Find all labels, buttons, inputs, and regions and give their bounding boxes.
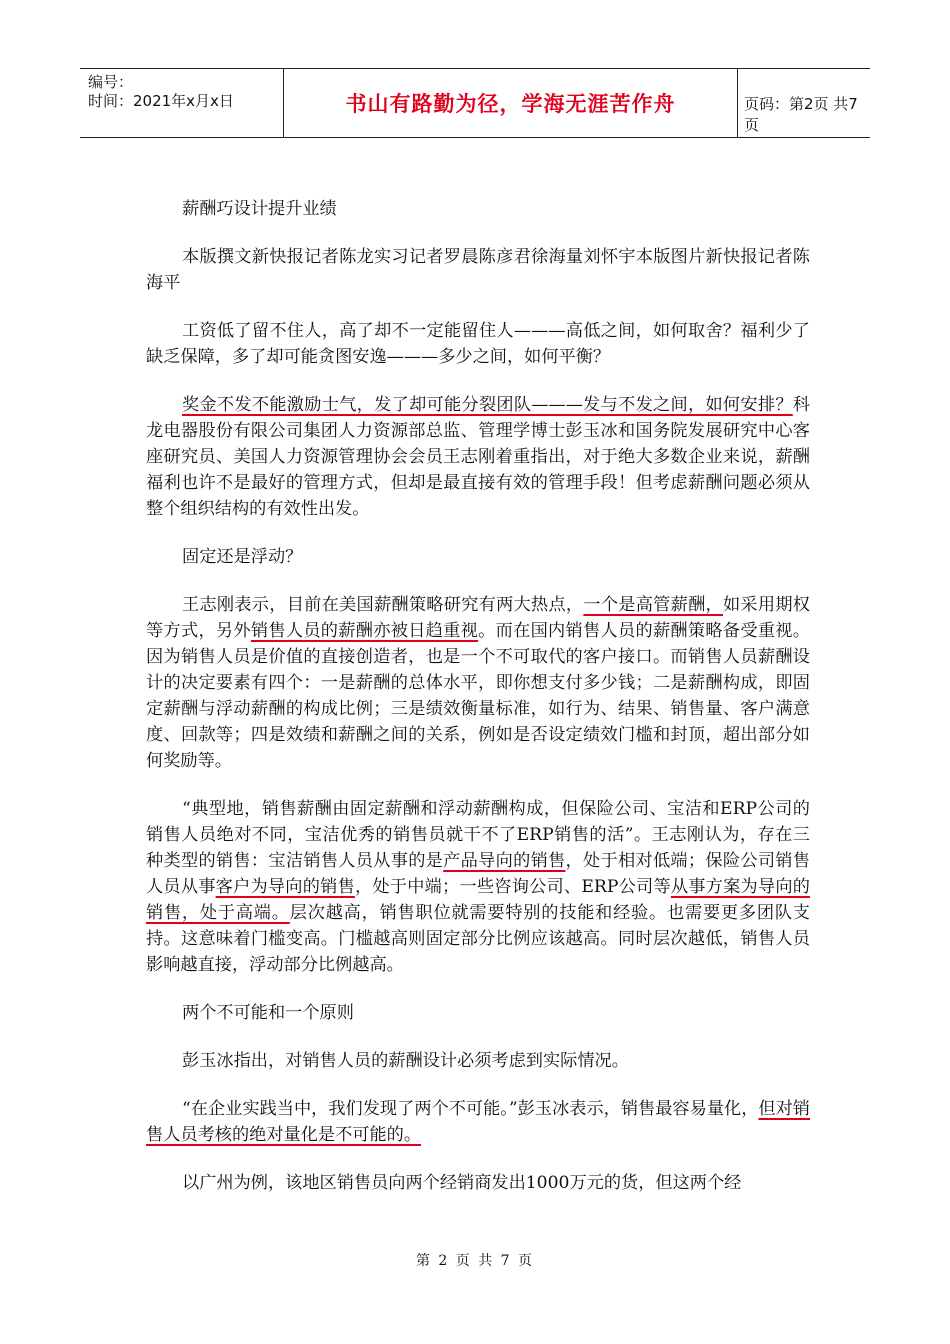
page-info: 页码：第2页 共7页	[744, 95, 858, 134]
paragraph: 王志刚表示，目前在美国薪酬策略研究有两大热点，一个是高管薪酬，如采用期权等方式，另外销售人员的薪酬亦被日趋重视。而在国内销售人员的薪酬策略备受重视。因为销售人员是价值的直接创造者，也是一个不可取代的客户接口。而销售人员薪酬设计的决定要素有四个：一是薪酬的总体水平，即你想支付多少钱；二是薪酬构成，即固定薪酬与浮动薪酬的构成比例；三是绩效衡量标准，如行为、结果、销售量、客户满意度、回款等；四是效绩和薪酬之间的关系，例如是否设定绩效门槛和封顶，超出部分如何奖励等。	[146, 595, 810, 771]
byline: 本版撰文新快报记者陈龙实习记者罗晨陈彦君徐海量刘怀宇本版图片新快报记者陈海平	[146, 247, 810, 293]
paragraph: 奖金不发不能激励士气，发了却可能分裂团队———发与不发之间，如何安排？科龙电器股份有限公司集团人力资源部总监、管理学博士彭玉冰和国务院发展研究中心客座研究员、美国人力资源管理协会会员王志刚着重指出，对于绝大多数企业来说，薪酬福利也许不是最好的管理方式，但却是最直接有效的管理手段！但考虑薪酬问题必须从整个组织结构的有效性出发。	[146, 395, 810, 519]
paragraph: “在企业实践当中，我们发现了两个不可能。”彭玉冰表示，销售最容易量化，但对销售人员考核的绝对量化是不可能的。	[146, 1099, 810, 1145]
paragraph: 工资低了留不住人，高了却不一定能留住人———高低之间，如何取舍？福利少了缺乏保障，多了却可能贪图安逸———多少之间，如何平衡？	[146, 321, 810, 367]
paragraph: 彭玉冰指出，对销售人员的薪酬设计必须考虑到实际情况。	[182, 1051, 629, 1071]
date-label: 时间：2021年x月x日	[88, 92, 234, 110]
header-meta	[88, 73, 283, 111]
section-heading: 两个不可能和一个原则	[182, 1003, 354, 1023]
section-heading: 固定还是浮动？	[182, 547, 303, 567]
highlighted-text: 产品导向的销售	[443, 851, 566, 871]
paragraph: “典型地，销售薪酬由固定薪酬和浮动薪酬构成，但保险公司、宝洁和ERP公司的销售人员绝对不同，宝洁优秀的销售员就干不了ERP销售的活”。王志刚认为，存在三种类型的销售：宝洁销售人员从事的是产品导向的销售，处于相对低端；保险公司销售人员从事客户为导向的销售，处于中端；一些咨询公司、ERP公司等从事方案为导向的销售，处于高端。层次越高，销售职位就需要特别的技能和经验。也需要更多团队支持。这意味着门槛变高。门槛越高则固定部分比例应该越高。同时层次越低，销售人员影响越直接，浮动部分比例越高。	[146, 799, 810, 975]
article-title: 薪酬巧设计提升业绩	[182, 199, 337, 219]
highlighted-text: 销售人员的薪酬亦被日趋重视	[250, 621, 479, 641]
page-footer: 第 2 页 共 7 页	[415, 1253, 535, 1269]
article-body	[146, 196, 810, 1218]
highlighted-text: 客户为导向的销售	[215, 877, 355, 897]
highlighted-text: 奖金不发不能激励士气，发了却可能分裂团队———发与不发之间，如何安排？	[182, 395, 793, 415]
number-label: 编号：	[88, 73, 134, 91]
paragraph: 以广州为例，该地区销售员向两个经销商发出1000万元的货，但这两个经	[182, 1173, 742, 1193]
page-header	[80, 68, 870, 138]
highlighted-text: 从事方案为导向的销售，处于高端。	[146, 877, 810, 923]
header-motto: 书山有路勤为径，学海无涯苦作舟	[283, 69, 738, 137]
highlighted-text: 一个是高管薪酬，	[583, 595, 723, 615]
highlighted-text: 但对销售人员考核的绝对量化是不可能的。	[146, 1099, 810, 1145]
